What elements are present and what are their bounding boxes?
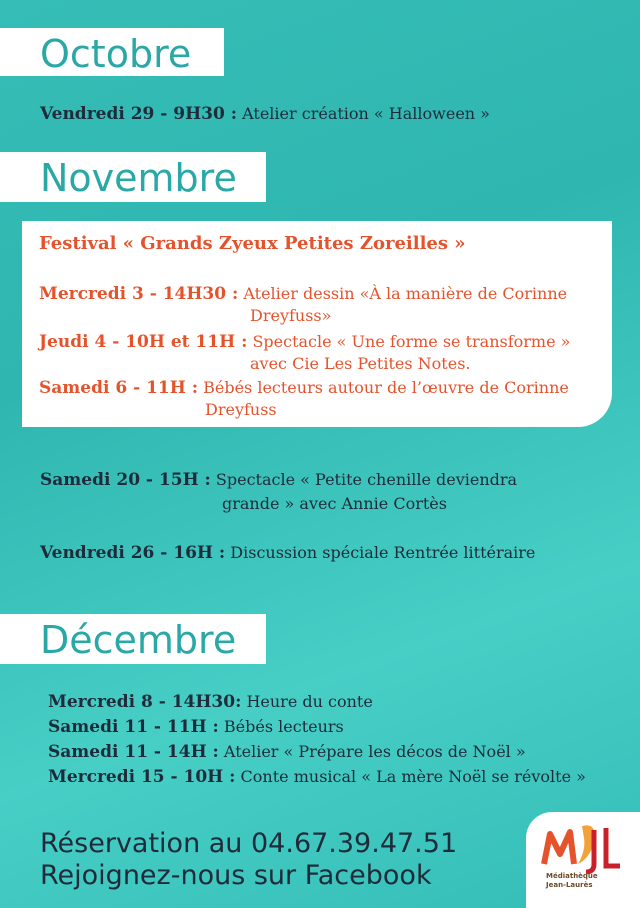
event-date: Jeudi 4 - 10H et 11H : [39,332,248,352]
event-desc-continued: grande » avec Annie Cortès [222,494,447,513]
event-date: Samedi 11 - 11H : [48,717,219,737]
mediatheque-logo [526,812,640,908]
event-december-15 [48,765,586,789]
event-date: Vendredi 29 - 9H30 : [40,104,238,124]
event-date: Samedi 20 - 15H : [40,470,211,490]
event-desc: Bébés lecteurs [223,717,344,736]
event-date: Samedi 6 - 11H : [39,378,198,398]
month-title-october: Octobre [0,28,224,76]
logo-caption-line1: Médiathèque [546,872,598,880]
month-title-december: Décembre [0,614,266,664]
event-desc: Discussion spéciale Rentrée littéraire [230,543,536,562]
festival-event-1 [39,283,567,305]
month-title-november: Novembre [0,152,266,202]
festival-event-3 [39,377,569,399]
event-november-26 [40,541,535,565]
event-november-20 [40,468,517,492]
event-december-8 [48,690,373,714]
event-desc: Atelier dessin «À la manière de Corinne [243,284,568,303]
event-desc: Heure du conte [246,692,373,711]
logo-mjl-icon [536,820,626,874]
event-desc: Atelier création « Halloween » [242,104,490,123]
event-desc: Spectacle « Petite chenille deviendra [215,470,518,489]
event-december-11-afternoon [48,740,526,764]
event-december-11-morning [48,715,344,739]
festival-title: Festival « Grands Zyeux Petites Zoreilles » [39,233,466,254]
logo-caption [546,872,598,890]
event-date: Samedi 11 - 14H : [48,742,219,762]
event-date: Mercredi 8 - 14H30: [48,692,242,712]
event-desc-continued: avec Cie Les Petites Notes. [250,354,471,373]
event-desc-continued: Dreyfuss [205,400,277,419]
reservation-phone: Réservation au 04.67.39.47.51 [40,828,458,859]
facebook-invite: Rejoignez-nous sur Facebook [40,860,432,891]
event-desc: Conte musical « La mère Noël se révolte » [240,767,586,786]
event-desc: Spectacle « Une forme se transforme » [252,332,571,351]
logo-m-letter [544,832,574,864]
festival-box [22,221,612,427]
event-desc: Atelier « Prépare les décos de Noël » [223,742,526,761]
event-october-29 [40,102,490,126]
festival-event-2 [39,331,570,353]
event-desc-continued: Dreyfuss» [250,306,332,325]
event-date: Vendredi 26 - 16H : [40,543,226,563]
event-date: Mercredi 3 - 14H30 : [39,284,239,304]
logo-l-letter [606,828,620,866]
event-date: Mercredi 15 - 10H : [48,767,236,787]
logo-caption-line2: Jean-Laurès [546,881,593,889]
event-desc: Bébés lecteurs autour de l’œuvre de Corinne [203,378,569,397]
